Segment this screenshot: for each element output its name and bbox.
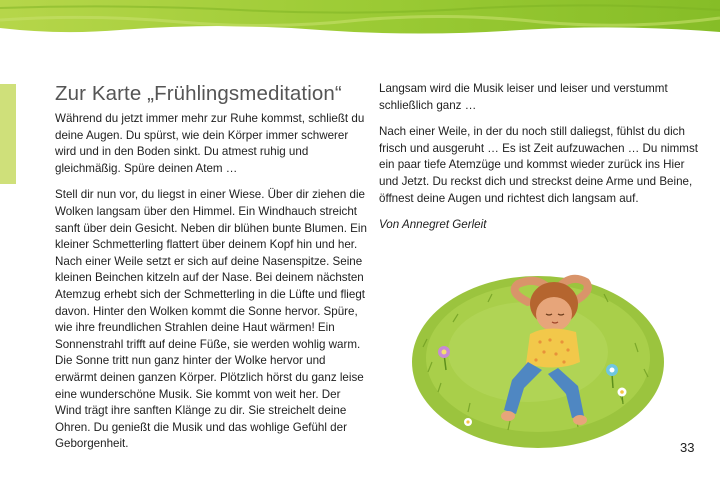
page-title: Zur Karte „Frühlingsmeditation“ — [55, 82, 342, 105]
right-text-column — [379, 81, 705, 244]
page-number: 33 — [680, 440, 695, 455]
side-accent-bar — [0, 84, 16, 184]
flower-icon — [464, 418, 472, 426]
paragraph: Nach einer Weile, in der du noch still daliegst, fühlst du dich frisch und ausgeruht … Es ist Zeit aufzuwachen … Du nimmst ein paar tiefe Atemzüge und kommst wieder zurück ins Hier und Jetzt. Du reckst dich und streckst deine Arme und Beine, öffnest deine Augen und richtest dich langsam auf. — [379, 125, 698, 205]
paragraph: Stell dir nun vor, du liegst in einer Wiese. Über dir ziehen die Wolken langsam über den Himmel. Ein Windhauch streicht sanft über dein Gesicht. Neben dir blühen bunte Blumen. Ein kleiner Schmetterling flattert über deinem Kopf hin und her. Nach einer Weile setzt er sich auf deine Nasenspitze. Seine kleinen Beinchen kitzeln auf der Nase. Bei deinem nächsten Atemzug erhebt sich der Schmetterling in die Lüfte und fliegt davon. Hinter den Wolken kommt die Sonne hervor. Spüre, wie ihre freundlichen Strahlen deine Haut wärmen! Ein Sonnenstrahl trifft auf deine Füße, sie werden wohlig warm. Die Sonne tritt nun ganz hinter der Wolke hervor und erwärmt deinen ganzen Körper. Plötzlich hörst du ganz leise eine wunderschöne Musik. Sie kommt von weit her. Der Wind trägt ihre sanften Klänge zu dir. Sie streichelt deine Ohren. Du genießt die Musik und das wohlige Gefühl der Geborgenheit. — [55, 188, 367, 451]
decorative-brush-banner — [0, 0, 720, 44]
child-in-meadow-illustration — [408, 262, 668, 452]
author-credit: Von Annegret Gerleit — [379, 218, 487, 232]
left-text-column — [55, 111, 367, 463]
paragraph: Während du jetzt immer mehr zur Ruhe kommst, schließt du deine Augen. Du spürst, wie dein Körper immer schwerer wird und in den Boden sinkt. Du atmest ruhig und gleichmäßig. Spüre deinen Atem … — [55, 112, 365, 175]
paragraph: Langsam wird die Musik leiser und leiser und verstummt schließlich ganz … — [379, 82, 668, 112]
